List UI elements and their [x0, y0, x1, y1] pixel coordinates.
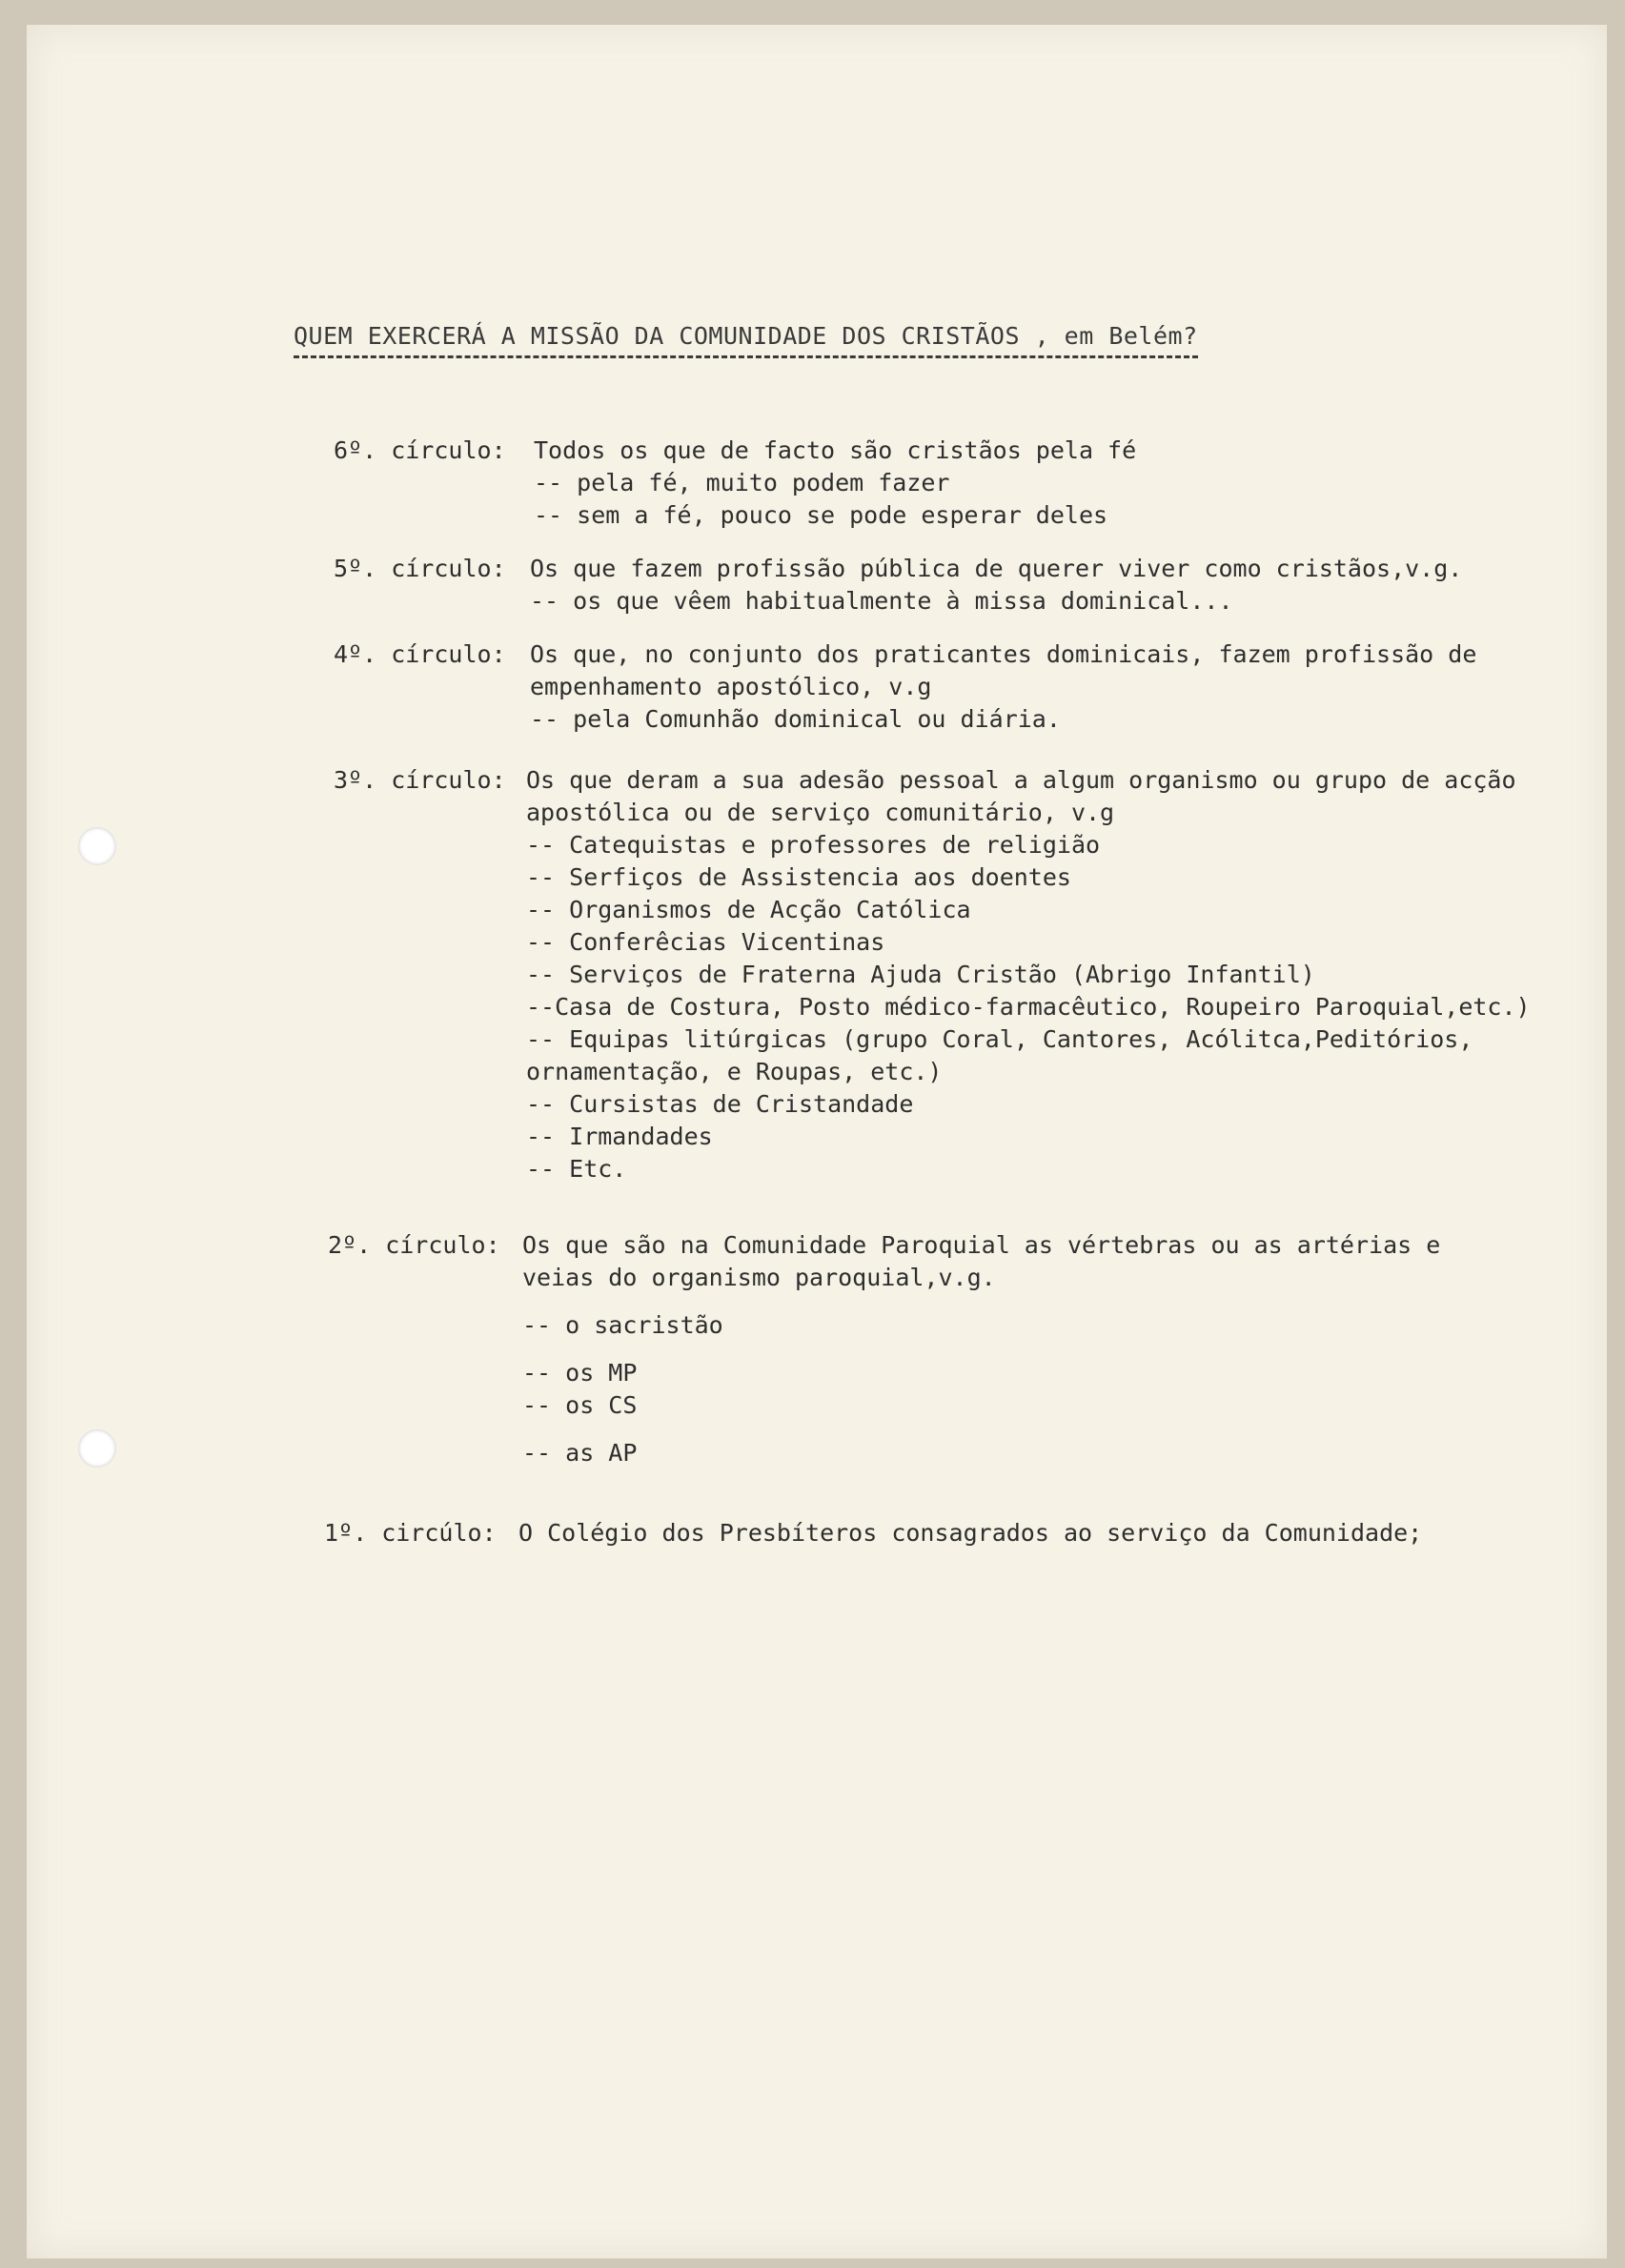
- text-line: -- Conferêcias Vicentinas: [526, 928, 885, 956]
- text-line: Os que, no conjunto dos praticantes dominicais, fazem profissão de: [530, 640, 1477, 668]
- text-line: -- os MP: [522, 1359, 638, 1387]
- text-line: veias do organismo paroquial,v.g.: [522, 1264, 996, 1291]
- text-line: -- pela fé, muito podem fazer: [534, 469, 950, 496]
- text-line: ornamentação, e Roupas, etc.): [526, 1058, 943, 1085]
- circle-body: [534, 435, 1136, 532]
- text-line: -- Equipas litúrgicas (grupo Coral, Cantores, Acólitca,Peditórios,: [526, 1025, 1473, 1053]
- circle-body: [526, 764, 1531, 1185]
- text-line: Os que são na Comunidade Paroquial as vértebras ou as artérias e: [522, 1231, 1441, 1259]
- text-line: -- sem a fé, pouco se pode esperar deles: [534, 501, 1108, 529]
- text-line: Todos os que de facto são cristãos pela fé: [534, 436, 1137, 464]
- document-title: QUEM EXERCERÁ A MISSÃO DA COMUNIDADE DOS CRISTÃOS , em Belém?: [294, 322, 1198, 358]
- circle-label: 2º. círculo:: [328, 1231, 500, 1259]
- punch-hole: [78, 1429, 116, 1468]
- circle-label: 6º. círculo:: [334, 436, 506, 464]
- text-line: -- Serfiços de Assistencia aos doentes: [526, 863, 1071, 891]
- text-line: O Colégio dos Presbíteros consagrados ao serviço da Comunidade;: [518, 1519, 1423, 1547]
- text-line: -- Etc.: [526, 1155, 627, 1183]
- circle-label: 4º. círculo:: [334, 640, 506, 668]
- circle-body: [518, 1517, 1422, 1549]
- text-line: -- Organismos de Acção Católica: [526, 896, 971, 923]
- text-line: empenhamento apostólico, v.g: [530, 673, 932, 700]
- spacer: [522, 1422, 1440, 1437]
- text-line: Os que deram a sua adesão pessoal a algum organismo ou grupo de acção: [526, 766, 1516, 794]
- text-line: -- Cursistas de Cristandade: [526, 1090, 914, 1118]
- spacer: [522, 1342, 1440, 1357]
- text-line: -- os CS: [522, 1391, 638, 1419]
- circle-body: [530, 638, 1476, 736]
- circle-body: [522, 1229, 1440, 1469]
- circle-label: 1º. circúlo:: [324, 1519, 497, 1547]
- text-line: -- os que vêem habitualmente à missa dominical...: [530, 587, 1233, 615]
- text-line: -- Serviços de Fraterna Ajuda Cristão (Abrigo Infantil): [526, 961, 1315, 988]
- punch-hole: [78, 827, 116, 865]
- text-line: -- pela Comunhão dominical ou diária.: [530, 705, 1061, 733]
- text-line: --Casa de Costura, Posto médico-farmacêutico, Roupeiro Paroquial,etc.): [526, 993, 1531, 1021]
- text-line: Os que fazem profissão pública de querer viver como cristãos,v.g.: [530, 555, 1463, 582]
- text-line: -- o sacristão: [522, 1311, 723, 1339]
- circle-label: 5º. círculo:: [334, 555, 506, 582]
- circle-label: 3º. círculo:: [334, 766, 506, 794]
- text-line: -- as AP: [522, 1439, 638, 1467]
- text-line: apostólica ou de serviço comunitário, v.g: [526, 799, 1115, 826]
- text-line: -- Catequistas e professores de religião: [526, 831, 1101, 859]
- circle-body: [530, 553, 1462, 618]
- text-line: -- Irmandades: [526, 1123, 713, 1150]
- spacer: [522, 1294, 1440, 1309]
